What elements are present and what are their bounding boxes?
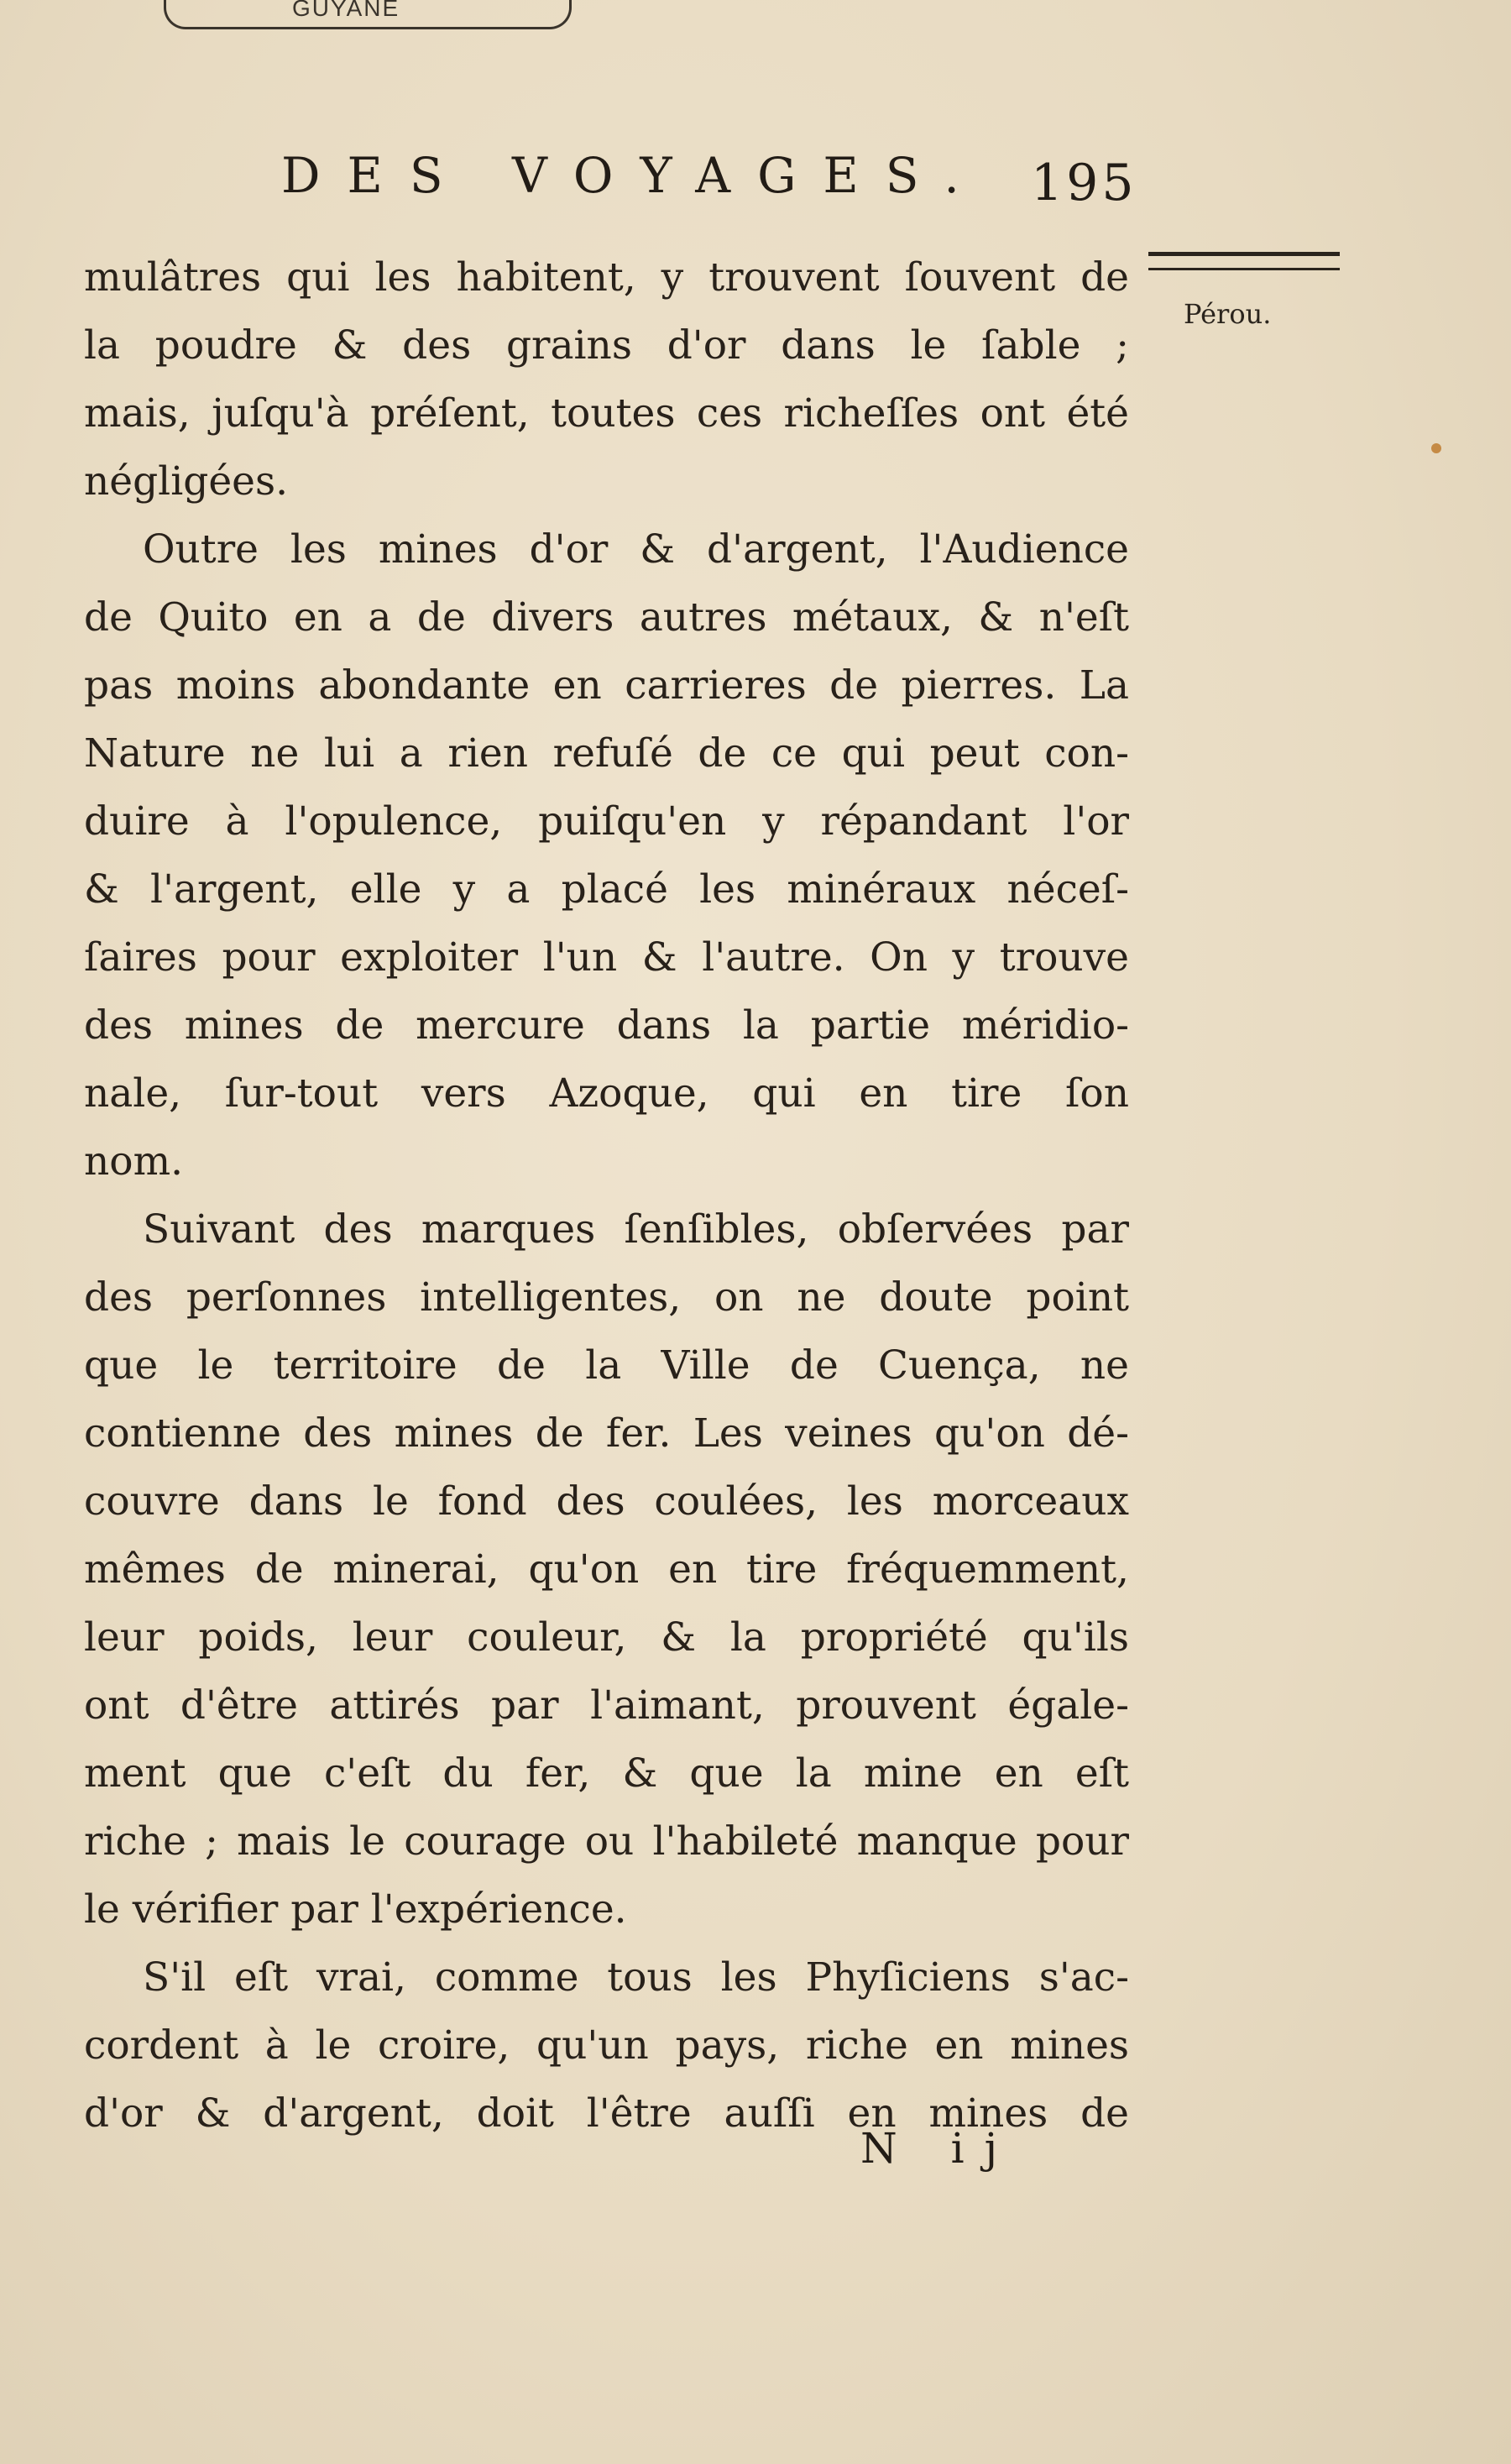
text-line: mais, juſqu'à préſent, toutes ces richeſſes ont été [84,390,1129,437]
text-line: Suivant des marques ſenſibles, obſervées par [143,1206,1129,1253]
margin-rule [1148,252,1340,270]
signature-mark: N ij [860,2124,1018,2173]
text-line: nom. [84,1138,184,1185]
text-line: S'il eſt vrai, comme tous les Phyſiciens s'ac- [143,1954,1129,2001]
text-line: des perſonnes intelligentes, on ne doute point [84,1274,1129,1321]
text-line: le vérifier par l'expérience. [84,1886,627,1933]
body-text [84,243,1129,2147]
text-line: pas moins abondante en carrieres de pierres. La [84,662,1129,709]
text-line: Nature ne lui a rien refuſé de ce qui peut con- [84,730,1129,777]
text-line: que le territoire de la Ville de Cuença, ne [84,1342,1129,1389]
text-line: nale, ſur-tout vers Azoque, qui en tire ſon [84,1070,1129,1117]
text-line: mêmes de minerai, qu'on en tire fréquemment, [84,1546,1129,1593]
running-head: DES VOYAGES. [281,147,986,204]
text-line: d'or & d'argent, doit l'être auſſi en mines de [84,2090,1129,2137]
text-line: contienne des mines de fer. Les veines qu'on dé- [84,1410,1129,1457]
text-line: couvre dans le fond des coulées, les morceaux [84,1478,1129,1525]
stamp-text: GUYANE [292,0,400,21]
text-line: cordent à le croire, qu'un pays, riche en mines [84,2022,1129,2069]
text-line: ont d'être attirés par l'aimant, prouvent égale- [84,1682,1129,1729]
text-line: Outre les mines d'or & d'argent, l'Audience [143,526,1129,573]
text-line: la poudre & des grains d'or dans le ſable ; [84,322,1129,369]
text-line: ſaires pour exploiter l'un & l'autre. On y trouve [84,934,1129,981]
paper-fleck [1431,443,1441,453]
margin-note: Pérou. [1184,298,1272,330]
text-line: de Quito en a de divers autres métaux, & n'eſt [84,594,1129,641]
text-line: & l'argent, elle y a placé les minéraux néceſ- [84,866,1129,913]
text-line: leur poids, leur couleur, & la propriété qu'ils [84,1614,1129,1661]
text-line: ment que c'eſt du fer, & que la mine en eſt [84,1750,1129,1797]
text-line: riche ; mais le courage ou l'habileté manque pour [84,1818,1129,1865]
library-stamp [164,0,572,29]
text-line: duire à l'opulence, puiſqu'en y répandant l'or [84,798,1129,845]
text-line: mulâtres qui les habitent, y trouvent ſouvent de [84,254,1129,301]
text-line: négligées. [84,458,289,505]
text-line: des mines de mercure dans la partie méridio- [84,1002,1129,1049]
page-number: 195 [1031,154,1137,212]
